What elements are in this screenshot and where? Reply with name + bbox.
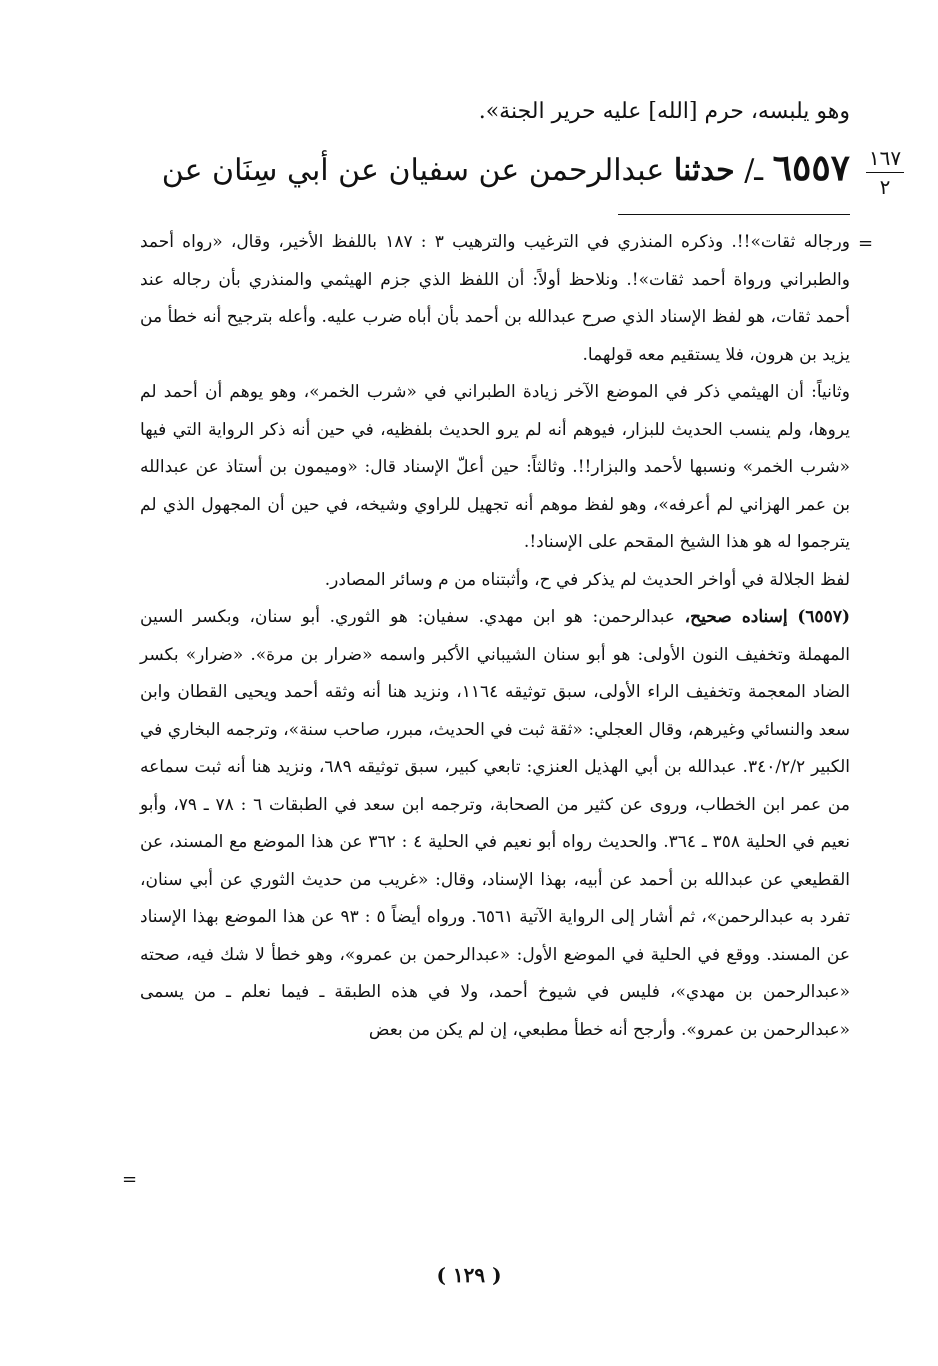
footnote-lead: إسناده صحيح، [684, 607, 788, 627]
hadith-number: ٦٥٥٧ [772, 147, 850, 189]
footnote-number: (٦٥٥٧) [797, 607, 850, 627]
margin-reference-rule [866, 172, 904, 173]
continuation-mark-top: = [858, 233, 874, 254]
footnote-text: عبدالرحمن: هو ابن مهدي. سفيان: هو الثوري. أبو سنان، وبكسر السين المهملة وتخفيف النون الأولى: هو أبو سنان الشيباني الأكبر واسمه «ضرار بن مرة». «ضرار» بكسر الضاد المعجمة وتخفيف الراء الأولى، سبق توثيقه ١١٦٤، ونزيد هنا أنه وثقه أحمد ويحيى القطان وابن سعد والنسائي وغيرهم، وقال العجلي: «ثقة ثبت في الحديث، مبرر، صاحب سنة»، وترجمه البخاري في الكبير ٣٤٠/٢/٢. عبدالله بن أبي الهذيل العنزي: تابعي كبير، سبق توثيقه ٦٨٩، ونزيد هنا أنه ثبت سماعه من عمر ابن الخطاب، وروى عن كثير من الصحابة، وترجمه ابن سعد في الطبقات ٦ : ٧٨ ـ ٧٩، وأبو نعيم في الحلية ٣٥٨ ـ ٣٦٤. والحديث رواه أبو نعيم في الحلية ٤ : ٣٦٢ عن هذا الموضع مع المسند، عن القطيعي عن عبدالله بن أحمد عن أبيه، بهذا الإسناد، وقال: «غريب من حديث الثوري عن أبي سنان، تفرد به عبدالرحمن»، ثم أشار إلى الرواية الآتية ٦٥٦١. ورواه أيضاً ٥ : ٩٣ عن هذا الموضع بهذا الإسناد عن المسند. ووقع في الحلية في الموضع الأول: «عبدالرحمن بن عمرو»، وهو خطأ لا شك فيه، صحته «عبدالرحمن بن مهدي»، فليس في شيوخ أحمد، ولا في هذه الطبقة ـ فيما نعلم ـ من يسمى «عبدالرحمن بن عمرو». وأرجح أنه خطأ مطبعي، إن لم يكن من بعض [140, 607, 851, 1040]
page-number: ( ١٢٩ ) [436, 1263, 502, 1287]
continuation-mark-bottom: = [122, 1169, 138, 1190]
note-paragraph: ورجاله ثقات»!!. وذكره المنذري في الترغيب والترهيب ٣ : ١٨٧ باللفظ الأخير، وقال، «رواه أحمد والطبراني ورواة أحمد ثقات»!. ونلاحظ أولاً: أن اللفظ الذي جزم الهيثمي والمنذري بأن رجاله عند أحمد ثقات، هو لفظ الإسناد الذي صرح عبدالله بن أحمد بأن أباه ضرب عليه. وأعله بترجيح أنه خطأ من يزيد بن هرون، فلا يستقيم معه قولهما. [140, 232, 850, 365]
margin-reference-volume-page: ١٦٧ [868, 146, 902, 170]
margin-reference [862, 146, 908, 199]
hadith-separator: ـ/ [744, 153, 764, 188]
margin-reference-part: ٢ [879, 175, 891, 199]
text-footnote-separator [618, 214, 850, 215]
footnote-6557 [140, 599, 850, 1049]
note-paragraph: وثانياً: أن الهيثمي ذكر في الموضع الآخر زيادة الطبراني في «شرب الخمر»، وهو يوهم أن أحمد لم يروها، ولم ينسب الحديث للبزار، فيوهم أنه لم يرو الحديث بلفظيه، في حين أنه ذكر الرواية التي فيها «شرب الخمر» ونسبها لأحمد والبزار!!. وثالثاً: حين أعلّ الإسناد قال: «وميمون بن أستاذ عن عبدالله بن عمر الهزاني لم أعرفه»، وهو لفظ موهم أنه تجهيل للراوي وشيخه، في حين أن المجهول الذي لم يترجموا له هو هذا الشيخ المقحم على الإسناد!. [140, 382, 850, 552]
hadith-heading [140, 140, 850, 199]
note-paragraph: لفظ الجلالة في أواخر الحديث لم يذكر في ح، وأثبتناه من م وسائر المصادر. [324, 569, 850, 590]
footnotes [140, 224, 850, 1049]
hadith-haddathana: حدثنا [673, 153, 735, 188]
hadith-chain-text: عبدالرحمن عن سفيان عن أبي سِنَان عن [161, 153, 665, 188]
previous-hadith-ending: وهو يلبسه، حرم [الله] عليه حرير الجنة». [478, 99, 850, 124]
